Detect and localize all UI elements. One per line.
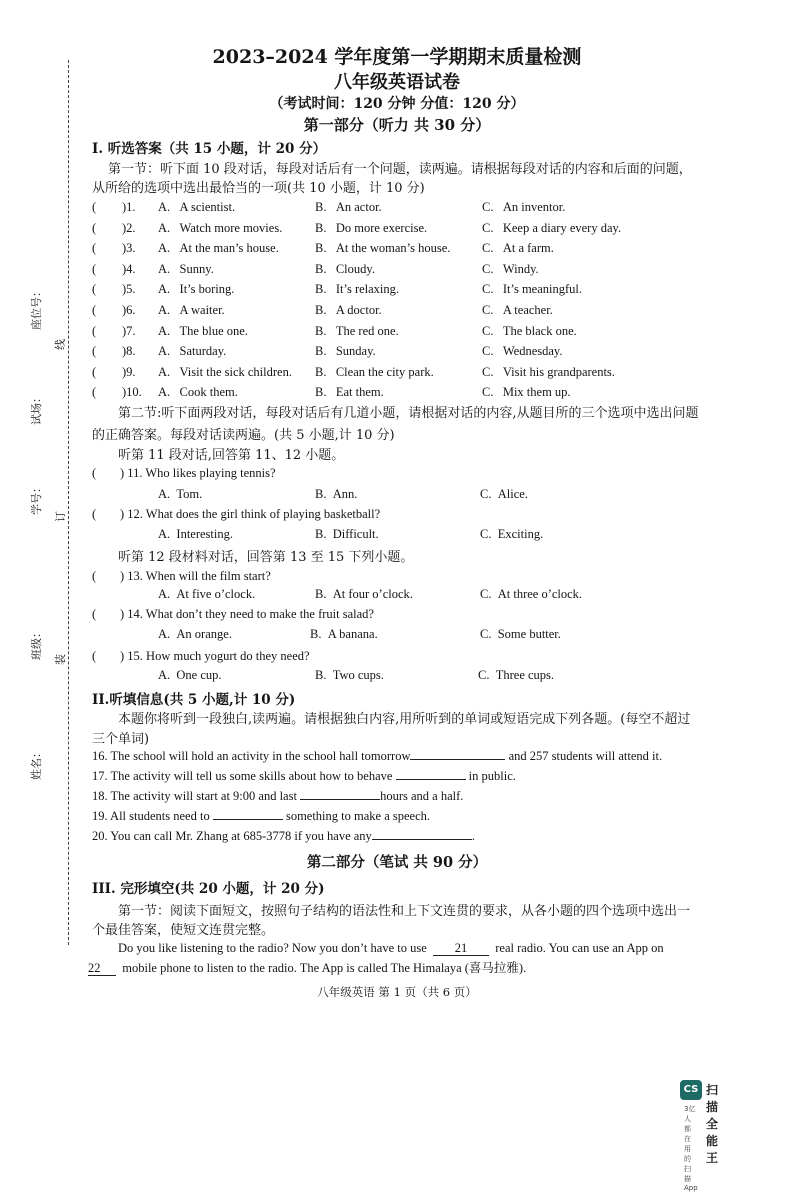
fill-18: 18. The activity will start at 9:00 and last hours and a half. [92, 789, 464, 803]
option-c: C. The black one. [482, 324, 577, 338]
question-number: )6. [122, 303, 136, 317]
q14-option-c: C. Some butter. [480, 627, 561, 641]
option-c: C. An inventor. [482, 200, 566, 214]
answer-bracket: ( [92, 344, 97, 358]
option-c: C. It’s meaningful. [482, 282, 582, 296]
option-a: A. Saturday. [158, 344, 227, 358]
part1-heading: 第一部分（听力 共 30 分） [303, 116, 491, 134]
q14-option-a: A. An orange. [158, 627, 232, 641]
option-a: A. Sunny. [158, 262, 214, 276]
option-a: A. It’s boring. [158, 282, 235, 296]
section2-instruction: 本题你将听到一段独白,读两遍。请根据独白内容,用所听到的单词或短语完成下列各题。(每空不超过 [118, 712, 691, 727]
option-b: B. Clean the city park. [315, 365, 434, 379]
answer-bracket: ( [92, 303, 97, 317]
q12-option-a: A. Interesting. [158, 527, 233, 541]
passage-line-2: 22 mobile phone to listen to the radio. The App is called The Himalaya (喜马拉雅). [88, 961, 527, 975]
fill-16: 16. The school will hold an activity in the school hall tomorrow and 257 students will attend it. [92, 749, 663, 763]
order-mark: 订 [54, 511, 67, 522]
option-b: B. An actor. [315, 200, 382, 214]
q13-bracket: ( [92, 569, 97, 583]
option-b: B. The red one. [315, 324, 399, 338]
q13-option-c: C. At three o’clock. [480, 587, 583, 601]
section1-heading: I. 听选答案（共 15 小题，计 20 分） [92, 141, 327, 157]
scanner-app-name: 扫描全能王 [706, 1083, 719, 1165]
option-c: C. Mix them up. [482, 385, 571, 399]
option-c: C. Keep a diary every day. [482, 221, 622, 235]
passage-line-1: Do you like listening to the radio? Now you don’t have to use 21 real radio. You can use an App on [118, 941, 664, 955]
fill-20: 20. You can call Mr. Zhang at 685-3778 if you have any . [92, 829, 475, 843]
section1-instruction: 第一节：听下面 10 段对话，每段对话后有一个问题，读两遍。请根据每段对话的内容和后面的问题， [108, 162, 692, 177]
q14-option-b: B. A banana. [310, 627, 378, 641]
q11-option-a: A. Tom. [158, 487, 203, 501]
q13-option-b: B. At four o’clock. [315, 587, 413, 601]
line-mark: 线 [54, 339, 67, 350]
option-b: B. Do more exercise. [315, 221, 428, 235]
section1-part2-instruction: 第二节:听下面两段对话，每段对话后有几道小题，请根据对话的内容,从题目所的三个选项中选出问题 [118, 406, 699, 421]
option-b: B. Sunday. [315, 344, 376, 358]
question-number: )8. [122, 344, 136, 358]
question-number: )5. [122, 282, 136, 296]
section1-instruction-2: 从所给的选项中选出最恰当的一项(共 10 小题，计 10 分) [92, 181, 425, 196]
q11-option-b: B. Ann. [315, 487, 358, 501]
scanner-tagline: 3亿人都在用的扫描App [684, 1105, 698, 1192]
question-number: )7. [122, 324, 136, 338]
q15-bracket: ( [92, 649, 97, 663]
option-c: C. Wednesday. [482, 344, 563, 358]
blank-21: 21 [433, 941, 489, 956]
answer-bracket: ( [92, 241, 97, 255]
class-label: 班级： [30, 627, 43, 660]
q15-option-b: B. Two cups. [315, 668, 384, 682]
exam-title: 2023–2024 学年度第一学期期末质量检测 [212, 46, 582, 68]
option-a: A. The blue one. [158, 324, 248, 338]
q12-option-b: B. Difficult. [315, 527, 379, 541]
option-b: B. Cloudy. [315, 262, 375, 276]
section2-heading: II.听填信息(共 5 小题,计 10 分) [92, 692, 296, 708]
q13-option-a: A. At five o’clock. [158, 587, 256, 601]
answer-bracket: ( [92, 282, 97, 296]
student-info-sidebar [22, 260, 67, 800]
page-footer: 八年级英语 第 1 页（共 6 页） [317, 985, 477, 999]
fill-19: 19. All students need to something to make a speech. [92, 809, 431, 823]
q11-bracket: ( [92, 466, 97, 480]
q11-option-c: C. Alice. [480, 487, 528, 501]
dialog12-instruction: 听第 12 段材料对话，回答第 13 至 15 下列小题。 [118, 550, 414, 565]
option-a: A. A waiter. [158, 303, 225, 317]
option-b: B. At the woman’s house. [315, 241, 451, 255]
option-b: B. A doctor. [315, 303, 382, 317]
binding-line [68, 60, 69, 945]
section3-instruction: 第一节：阅读下面短文，按照句子结构的语法性和上下文连贯的要求，从各小题的四个选项中选出一 [118, 904, 691, 919]
option-a: A. Visit the sick children. [158, 365, 292, 379]
answer-bracket: ( [92, 385, 97, 399]
name-label: 姓名： [30, 747, 43, 780]
option-c: C. At a farm. [482, 241, 554, 255]
fill-17: 17. The activity will tell us some skills about how to behave in public. [92, 769, 516, 783]
question-number: )10. [122, 385, 142, 399]
section3-instruction-2: 个最佳答案，使短文连贯完整。 [92, 923, 275, 938]
camscanner-logo-icon: CS [680, 1080, 702, 1100]
option-a: A. At the man’s house. [158, 241, 279, 255]
option-b: B. It’s relaxing. [315, 282, 400, 296]
option-a: A. Watch more movies. [158, 221, 283, 235]
section2-instruction-2: 三个单词) [92, 732, 150, 747]
answer-bracket: ( [92, 262, 97, 276]
question-number: )1. [122, 200, 136, 214]
room-label: 试场： [30, 392, 43, 425]
question-number: )4. [122, 262, 136, 276]
exam-info: （考试时间：120 分钟 分值：120 分） [269, 96, 525, 112]
answer-bracket: ( [92, 324, 97, 338]
question-number: )3. [122, 241, 136, 255]
q12-option-c: C. Exciting. [480, 527, 544, 541]
q15-option-c: C. Three cups. [478, 668, 555, 682]
seal-mark: 装 [54, 654, 67, 665]
q12-stem: ) 12. What does the girl think of playing basketball? [120, 507, 381, 521]
q11-stem: ) 11. Who likes playing tennis? [120, 466, 276, 480]
section3-heading: III. 完形填空(共 20 小题，计 20 分) [92, 881, 325, 897]
q12-bracket: ( [92, 507, 97, 521]
option-c: C. Visit his grandparents. [482, 365, 615, 379]
part2-heading: 第二部分（笔试 共 90 分） [306, 854, 488, 871]
q15-option-a: A. One cup. [158, 668, 222, 682]
option-a: A. A scientist. [158, 200, 236, 214]
exam-subtitle: 八年级英语试卷 [334, 72, 460, 93]
option-c: C. Windy. [482, 262, 539, 276]
option-a: A. Cook them. [158, 385, 238, 399]
answer-bracket: ( [92, 221, 97, 235]
answer-bracket: ( [92, 365, 97, 379]
question-number: )2. [122, 221, 136, 235]
q13-stem: ) 13. When will the film start? [120, 569, 271, 583]
answer-bracket: ( [92, 200, 97, 214]
section1-part2-instruction-2: 的正确答案。每段对话读两遍。(共 5 小题,计 10 分) [92, 428, 395, 443]
q15-stem: ) 15. How much yogurt do they need? [120, 649, 310, 663]
seat-label: 座位号： [30, 286, 43, 330]
number-label: 学号： [30, 482, 43, 515]
q14-stem: ) 14. What don’t they need to make the fruit salad? [120, 607, 374, 621]
option-b: B. Eat them. [315, 385, 384, 399]
dialog11-instruction: 听第 11 段对话,回答第 11、12 小题。 [118, 448, 345, 463]
blank-22: 22 [88, 961, 116, 976]
option-c: C. A teacher. [482, 303, 553, 317]
q14-bracket: ( [92, 607, 97, 621]
question-number: )9. [122, 365, 136, 379]
